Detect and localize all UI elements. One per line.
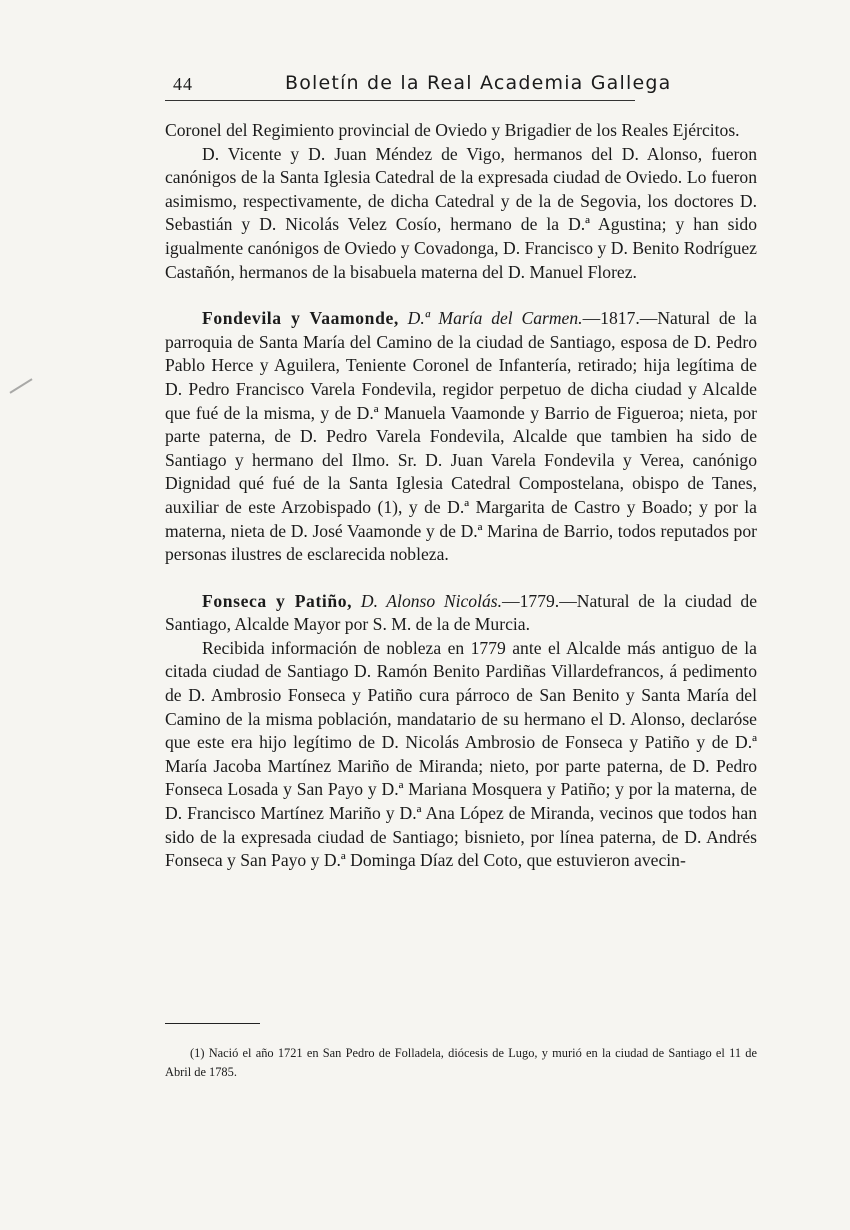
paragraph-mendez-de-vigo: D. Vicente y D. Juan Méndez de Vigo, hermanos del D. Alonso, fueron canónigos de la Santa Iglesia Catedral de la expresada ciudad de Oviedo. Lo fueron asimismo, respectivamente, de dicha Catedral y de la de Segovia, los doctores D. Sebastián y D. Nicolás Velez Cosío, hermano de la D.ª Agustina; y han sido igualmente canónigos de Oviedo y Covadonga, D. Francisco y D. Benito Rodríguez Castañón, hermanos de la bisabuela materna del D. Manuel Florez. [165, 143, 757, 282]
entry-text: —1817.—Natural de la parroquia de Santa María del Camino de la ciudad de Santiago, esposa de D. Pedro Pablo Herce y Aguilera, Teniente Coronel de Infantería, retirado; hija legítima de D. Pedro Francisco Varela Fondevila, regidor perpetuo de dicha ciudad y Alcalde que fué de la misma, y de D.ª Manuela Vaamonde y Barrio de Figueroa; nieta, por parte paterna, de D. Pedro Varela Fondevila, Alcalde que tambien ha sido de Santiago y hermano del Ilmo. Sr. D. Juan Varela Fondevila y Verea, canónigo Dignidad qué fué de la Santa Iglesia Catedral Compostelana, obispo de Tanes, auxiliar de este Arzobispado (1), y de D.ª Margarita de Castro y Boado; y por la materna, nieta de D. José Vaamonde y de D.ª Marina de Barrio, todos reputados por personas ilustres de esclarecida nobleza. [165, 308, 757, 565]
entry-given-name: D. Alonso Nicolás. [360, 590, 503, 611]
running-title: Boletín de la Real Academia Gallega [285, 72, 672, 94]
entry-surname: Fondevila y Vaamonde, [202, 308, 399, 329]
paragraph-continuation: Coronel del Regimiento provincial de Oviedo y Brigadier de los Reales Ejércitos. [165, 120, 740, 140]
footnote-rule [165, 1023, 260, 1024]
footnote: (1) Nació el año 1721 en San Pedro de Folladela, diócesis de Lugo, y murió en la ciudad de Santiago el 11 de Abril de 1785. [165, 1046, 757, 1080]
page-number: 44 [173, 74, 193, 94]
page-header [165, 72, 760, 100]
entry-surname: Fonseca y Patiño, [202, 590, 353, 611]
entry-fonseca [165, 590, 757, 637]
section-gap [165, 567, 757, 590]
paragraph-informacion-nobleza: Recibida información de nobleza en 1779 ante el Alcalde más antiguo de la citada ciudad de Santiago D. Ramón Benito Pardiñas Villardefrancos, á pedimento de D. Ambrosio Fonseca y Patiño cura párroco de San Benito y Santa María del Camino de la misma población, mandatario de su hermano el D. Alonso, declaróse que este era hijo legítimo de D. Nicolás Ambrosio de Fonseca y Patiño y de D.ª María Jacoba Martínez Mariño de Miranda; nieto, por parte paterna, de D. Pedro Fonseca Losada y San Payo y D.ª Mariana Mosquera y Patiño; y por la materna, de D. Francisco Martínez Mariño y D.ª Ana López de Miranda, vecinos que todos han sido de la expresada ciudad de Santiago; bisnieto, por línea paterna, de D. Andrés Fonseca y San Payo y D.ª Dominga Díaz del Coto, que estuvieron avecin- [165, 637, 757, 871]
header-rule [165, 100, 635, 101]
entry-fondevila [165, 307, 757, 567]
body-text [165, 119, 757, 873]
entry-text: —1779.—Natural de la ciudad de Santiago, Alcalde Mayor por S. M. de la de Murcia. [165, 590, 757, 635]
section-gap [165, 284, 757, 307]
scan-mark [9, 378, 32, 393]
entry-given-name: D.ª María del Carmen. [407, 308, 583, 329]
